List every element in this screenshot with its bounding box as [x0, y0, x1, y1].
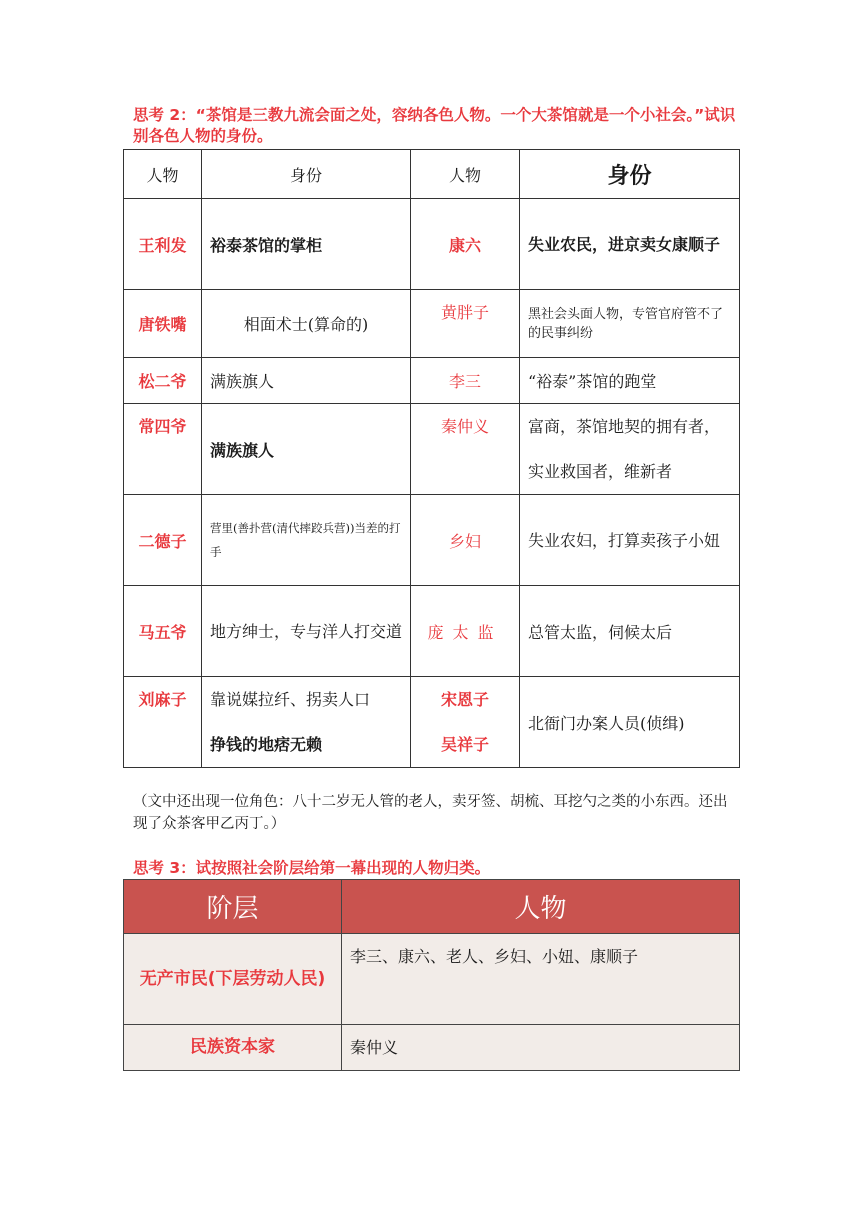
- person-name: 马五爷: [124, 586, 202, 677]
- person-identity: 营里(善扑营(清代摔跤兵营))当差的打手: [202, 495, 411, 586]
- note-paragraph: （文中还出现一位角色：八十二岁无人管的老人，卖牙签、胡梳、耳挖勺之类的小东西。还出现了众茶客甲乙丙丁。）: [133, 794, 728, 832]
- person-name: 康六: [411, 199, 520, 290]
- person-name: 秦仲义: [411, 404, 520, 495]
- table-row: [124, 586, 740, 677]
- header-people: 人物: [342, 880, 740, 934]
- person-name: 刘麻子: [124, 677, 202, 768]
- table-row: [124, 934, 740, 1025]
- table-row: [124, 677, 740, 768]
- person-name: 黄胖子: [411, 290, 520, 358]
- person-identity: 总管太监，伺候太后: [520, 586, 740, 677]
- person-identity: 相面术士(算命的): [202, 290, 411, 358]
- table-row: [124, 199, 740, 290]
- class-people: 秦仲义: [342, 1025, 740, 1071]
- person-identity: 地方绅士，专与洋人打交道: [202, 586, 411, 677]
- header-identity-1: 身份: [202, 150, 411, 199]
- header-person-1: 人物: [124, 150, 202, 199]
- person-name: 庞太监: [411, 586, 520, 677]
- table-row: [124, 290, 740, 358]
- question-3-heading: 思考 3：试按照社会阶层给第一幕出现的人物归类。: [133, 859, 491, 877]
- class-people: 李三、康六、老人、乡妇、小妞、康顺子: [342, 934, 740, 1025]
- table-row: [124, 1025, 740, 1071]
- person-name-line: 宋恩子: [440, 690, 489, 709]
- person-name: 王利发: [124, 199, 202, 290]
- person-identity: 黑社会头面人物，专管官府管不了的民事纠纷: [520, 290, 740, 358]
- person-identity: 满族旗人: [202, 358, 411, 404]
- table-row: [124, 404, 740, 495]
- person-name: 李三: [411, 358, 520, 404]
- person-identity: 北衙门办案人员(侦缉): [520, 677, 740, 768]
- roles-table: [123, 149, 740, 768]
- class-table: [123, 879, 740, 1071]
- person-identity: 失业农民，进京卖女康顺子: [520, 199, 740, 290]
- person-name: 松二爷: [124, 358, 202, 404]
- header-identity-2: 身份: [520, 150, 740, 199]
- person-name: 二德子: [124, 495, 202, 586]
- identity-line: 靠说媒拉纤、拐卖人口: [210, 690, 371, 709]
- class-name: 民族资本家: [124, 1025, 342, 1071]
- class-name: 无产市民(下层劳动人民): [124, 934, 342, 1025]
- person-name: 唐铁嘴: [124, 290, 202, 358]
- person-name: [411, 677, 520, 768]
- person-name: 常四爷: [124, 404, 202, 495]
- person-name-line: 吴祥子: [440, 735, 489, 754]
- person-name: 乡妇: [411, 495, 520, 586]
- header-person-2: 人物: [411, 150, 520, 199]
- person-identity: 裕泰茶馆的掌柜: [202, 199, 411, 290]
- person-identity: 满族旗人: [202, 404, 411, 495]
- person-identity: “裕泰”茶馆的跑堂: [520, 358, 740, 404]
- table-row: [124, 495, 740, 586]
- roles-header-row: [124, 150, 740, 199]
- identity-line: 挣钱的地痞无赖: [210, 735, 323, 754]
- header-class: 阶层: [124, 880, 342, 934]
- question-2-heading: 思考 2：“茶馆是三教九流会面之处，容纳各色人物。一个大茶馆就是一个小社会。”试识别各色人物的身份。: [133, 106, 736, 145]
- table-row: [124, 358, 740, 404]
- class-header-row: [124, 880, 740, 934]
- person-identity: [202, 677, 411, 768]
- person-identity: 富商，茶馆地契的拥有者，实业救国者，维新者: [520, 404, 740, 495]
- person-identity: 失业农妇，打算卖孩子小妞: [520, 495, 740, 586]
